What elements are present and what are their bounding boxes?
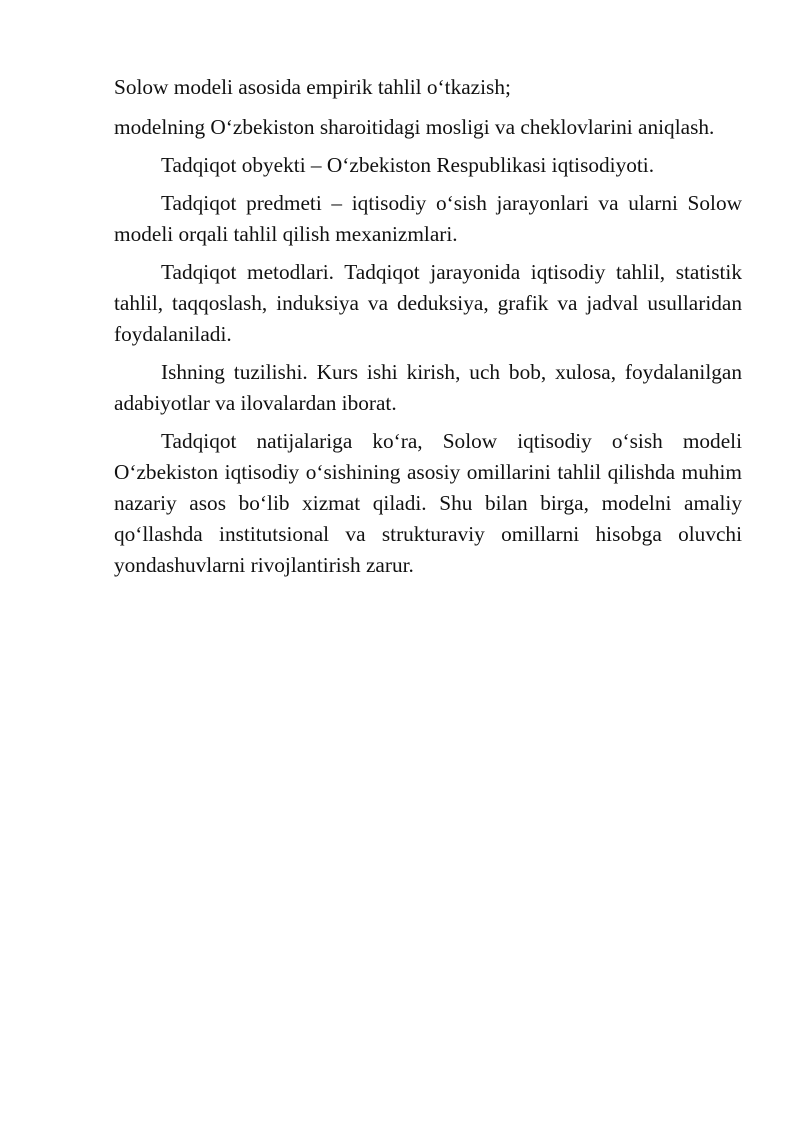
paragraph-research-methods: Tadqiqot metodlari. Tadqiqot jarayonida iqtisodiy tahlil, statistik tahlil, taqqoslash, induksiya va deduksiya, grafik va jadval usullaridan foydalaniladi. [114,260,742,346]
document-page [114,72,742,588]
paragraph-conclusion: Tadqiqot natijalariga ko‘ra, Solow iqtisodiy o‘sish modeli O‘zbekiston iqtisodiy o‘sishining asosiy omillarini tahlil qilishda muhim nazariy asos bo‘lib xizmat qiladi. Shu bilan birga, modelni amaliy qo‘llashda institutsional va strukturaviy omillarni hisobga oluvchi yondashuvlarni rivojlantirish zarur. [114,429,742,577]
paragraph-research-subject: Tadqiqot predmeti – iqtisodiy o‘sish jarayonlari va ularni Solow modeli orqali tahlil qilish mexanizmlari. [114,191,742,246]
list-item-empirical-analysis: Solow modeli asosida empirik tahlil o‘tkazish; [114,75,511,99]
list-item-model-suitability: modelning O‘zbekiston sharoitidagi mosligi va cheklovlarini aniqlash. [114,115,715,139]
paragraph-work-structure: Ishning tuzilishi. Kurs ishi kirish, uch bob, xulosa, foydalanilgan adabiyotlar va ilovalardan iborat. [114,360,742,415]
paragraph-research-object: Tadqiqot obyekti – O‘zbekiston Respublikasi iqtisodiyoti. [161,153,655,177]
